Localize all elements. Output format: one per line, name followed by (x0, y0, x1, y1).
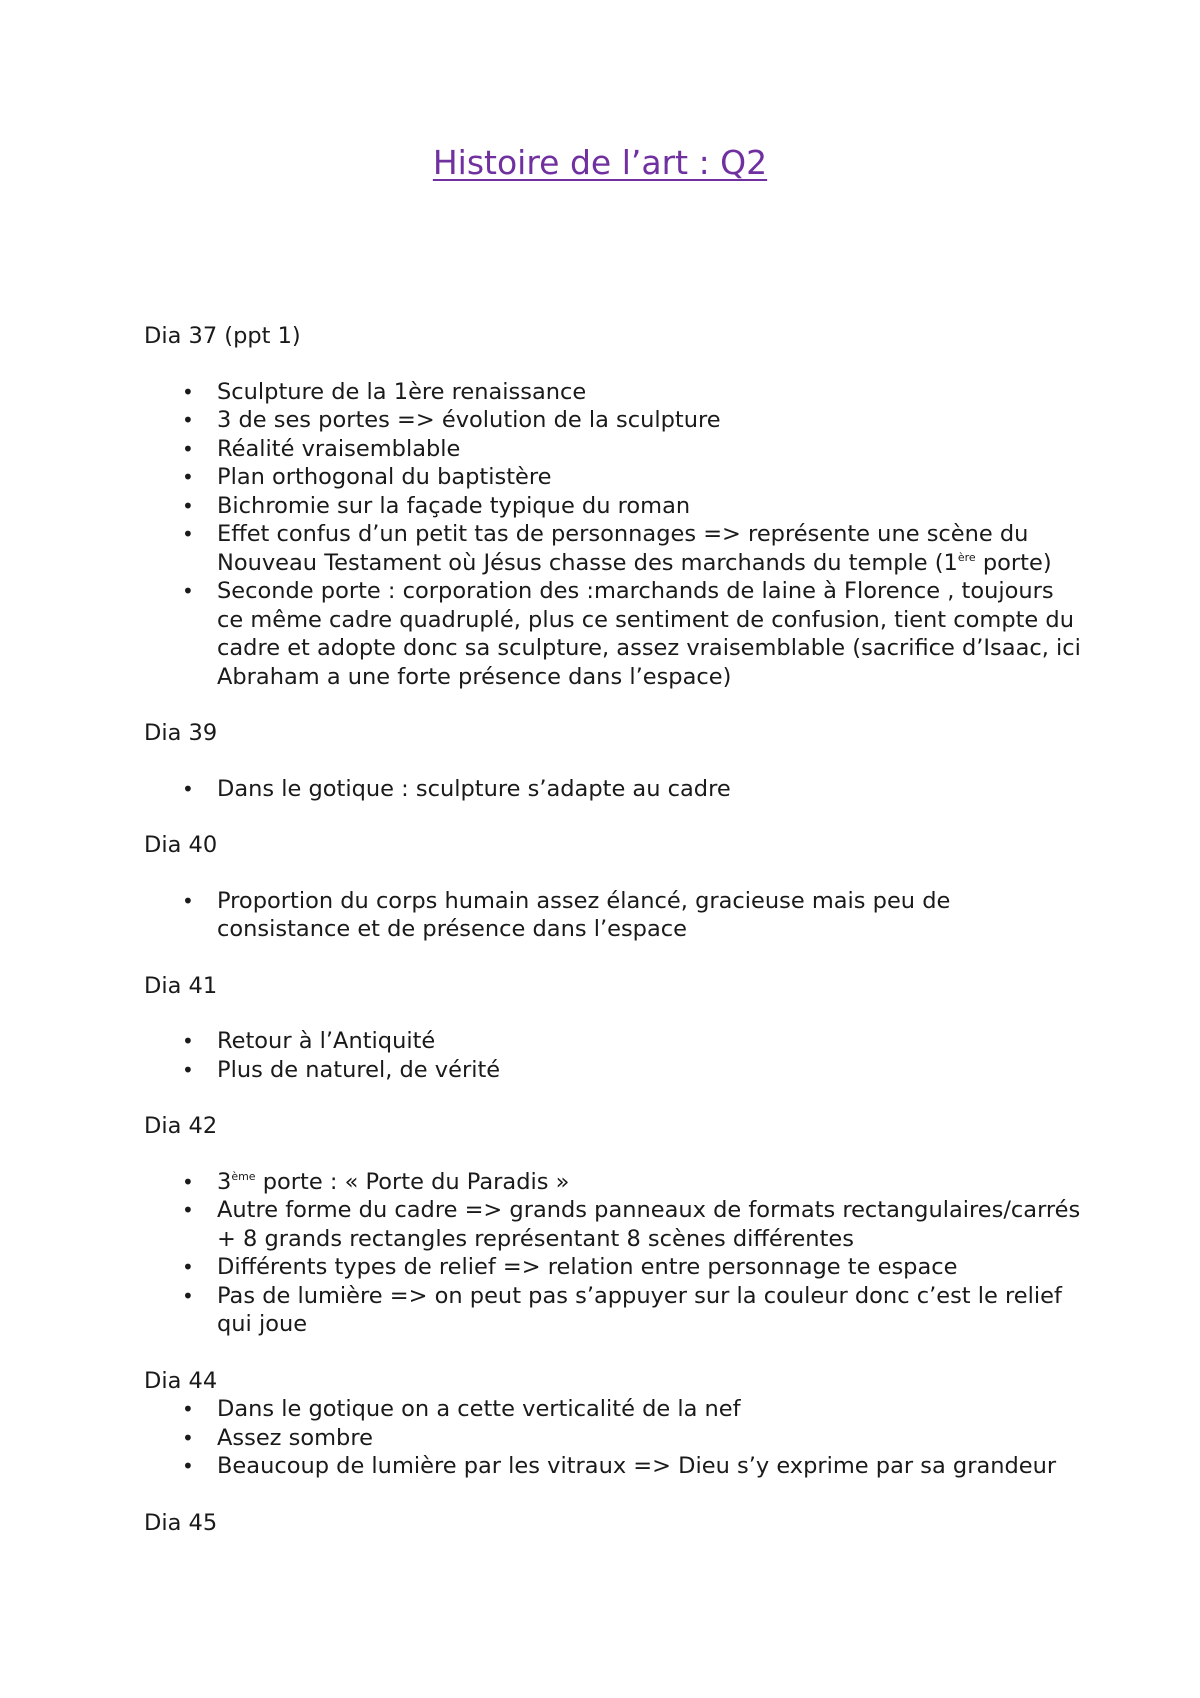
list-item: • Retour à l’Antiquité (182, 1028, 436, 1054)
bullet-icon: • (182, 1255, 194, 1279)
section-heading-dia-39: Dia 39 (144, 720, 218, 746)
document-body (144, 322, 1084, 1537)
list-item: • Pas de lumière => on peut pas s’appuyer sur la couleur donc c’est le relief qui joue (182, 1282, 1062, 1337)
bullet-list-dia-44 (144, 1395, 1084, 1481)
list-item: • Plus de naturel, de vérité (182, 1056, 501, 1083)
section-heading-dia-45: Dia 45 (144, 1509, 218, 1536)
bullet-list-dia-41 (144, 1027, 1084, 1084)
bullet-list-dia-40 (144, 887, 1084, 944)
list-item: • Différents types de relief => relation entre personnage te espace (182, 1254, 958, 1280)
bullet-icon: • (182, 1029, 194, 1053)
bullet-icon: • (182, 1283, 194, 1308)
bullet-icon: • (182, 379, 194, 404)
bullet-icon: • (182, 888, 194, 913)
list-item: • Dans le gotique : sculpture s’adapte au cadre (182, 775, 731, 802)
bullet-icon: • (182, 776, 194, 801)
list-item: • Sculpture de la 1ère renaissance (182, 378, 587, 405)
list-item: • Plan orthogonal du baptistère (182, 464, 552, 490)
list-item: • Beaucoup de lumière par les vitraux => Dieu s’y exprime par sa grandeur (182, 1453, 1057, 1479)
bullet-icon: • (182, 436, 194, 461)
bullet-list-dia-37 (144, 378, 1084, 692)
bullet-icon: • (182, 493, 194, 518)
bullet-icon: • (182, 522, 194, 546)
bullet-icon: • (182, 1425, 194, 1450)
list-item: • Assez sombre (182, 1424, 373, 1451)
bullet-icon: • (182, 1397, 194, 1421)
bullet-icon: • (182, 1169, 194, 1194)
list-item: • Bichromie sur la façade typique du roman (182, 492, 691, 519)
superscript: ère (957, 550, 976, 564)
bullet-list-dia-42 (144, 1168, 1084, 1339)
list-item: • Dans le gotique on a cette verticalité de la nef (182, 1396, 741, 1422)
bullet-icon: • (182, 1057, 194, 1082)
list-item: • Proportion du corps humain assez élancé, gracieuse mais peu de consistance et de présence dans l’espace (182, 887, 951, 942)
page-title: Histoire de l’art : Q2 (432, 143, 768, 182)
section-heading-dia-37: Dia 37 (ppt 1) (144, 323, 301, 349)
list-item: • Réalité vraisemblable (182, 435, 461, 462)
section-heading-dia-42: Dia 42 (144, 1113, 218, 1139)
section-heading-dia-44: Dia 44 (144, 1367, 218, 1394)
list-item: • Effet confus d’un petit tas de personnages => représente une scène du Nouveau Testament où Jésus chasse des marchands du temple (1ère porte) (182, 521, 1052, 576)
section-heading-dia-41: Dia 41 (144, 972, 218, 999)
bullet-icon: • (182, 408, 194, 432)
section-heading-dia-40: Dia 40 (144, 832, 218, 858)
bullet-icon: • (182, 1454, 194, 1478)
bullet-icon: • (182, 579, 194, 603)
list-item: • Seconde porte : corporation des :marchands de laine à Florence , toujours ce même cadre quadruplé, plus ce sentiment de confusion, tient compte du cadre et adopte donc sa sculpture, assez vraisemblable (sacrifice d’Isaac, ici Abraham a une forte présence dans l’espace) (182, 578, 1081, 690)
bullet-icon: • (182, 465, 194, 489)
bullet-list-dia-39 (144, 775, 1084, 804)
list-item: • 3 de ses portes => évolution de la sculpture (182, 407, 721, 433)
bullet-icon: • (182, 1198, 194, 1222)
superscript: ème (231, 1169, 256, 1183)
list-item: • 3ème porte : « Porte du Paradis » (182, 1168, 570, 1195)
list-item: • Autre forme du cadre => grands panneaux de formats rectangulaires/carrés + 8 grands rectangles représentant 8 scènes différentes (182, 1197, 1081, 1252)
